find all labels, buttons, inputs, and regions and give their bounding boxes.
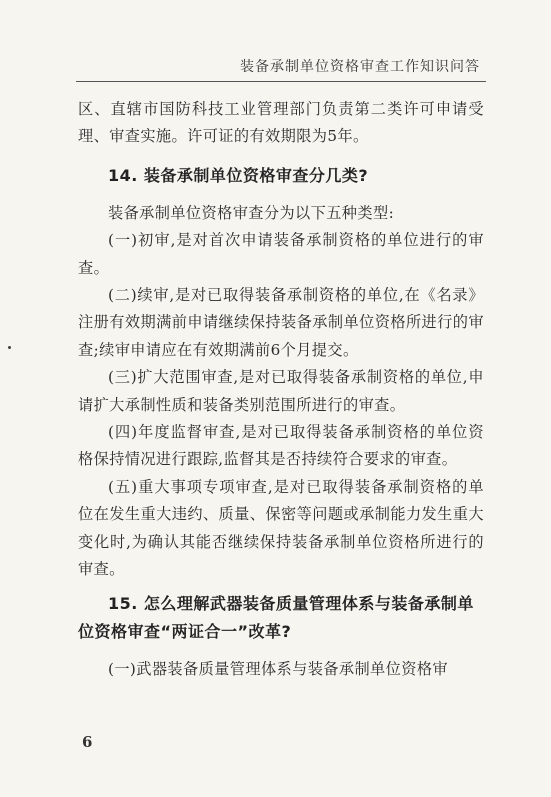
running-header: 装备承制单位资格审查工作知识问答 bbox=[240, 59, 480, 75]
body-text bbox=[78, 96, 484, 683]
paragraph-type-4: (四)年度监督审查,是对已取得装备承制资格的单位资格保持情况进行跟踪,监督其是否持续符合要求的审查。 bbox=[78, 423, 484, 469]
paragraph-intro: 装备承制单位资格审查分为以下五种类型: bbox=[108, 203, 395, 222]
page-number: 6 bbox=[82, 733, 93, 751]
paragraph-continued: 区、直辖市国防科技工业管理部门负责第二类许可申请受理、审查实施。许可证的有效期限为5年。 bbox=[78, 100, 484, 146]
paragraph-type-3: (三)扩大范围审查,是对已取得装备承制资格的单位,申请扩大承制性质和装备类别范围所进行的审查。 bbox=[78, 368, 484, 414]
paragraph-type-2: (二)续审,是对已取得装备承制资格的单位,在《名录》注册有效期满前申请继续保持装备承制单位资格所进行的审查;续审申请应在有效期满前6个月提交。 bbox=[78, 286, 484, 359]
paragraph-type-1: (一)初审,是对首次申请装备承制资格的单位进行的审查。 bbox=[78, 231, 484, 277]
question-heading-14: 14. 装备承制单位资格审查分几类? bbox=[108, 165, 369, 185]
question-heading-15: 15. 怎么理解武器装备质量管理体系与装备承制单位资格审查“两证合一”改革? bbox=[78, 593, 474, 641]
header-divider bbox=[76, 81, 486, 82]
paragraph-answer-start: (一)武器装备质量管理体系与装备承制单位资格审 bbox=[108, 659, 448, 678]
scan-speck bbox=[8, 346, 11, 349]
paragraph-type-5: (五)重大事项专项审查,是对已取得装备承制资格的单位在发生重大违约、质量、保密等问题或承制能力发生重大变化时,为确认其能否继续保持装备承制单位资格所进行的审查。 bbox=[78, 477, 484, 579]
